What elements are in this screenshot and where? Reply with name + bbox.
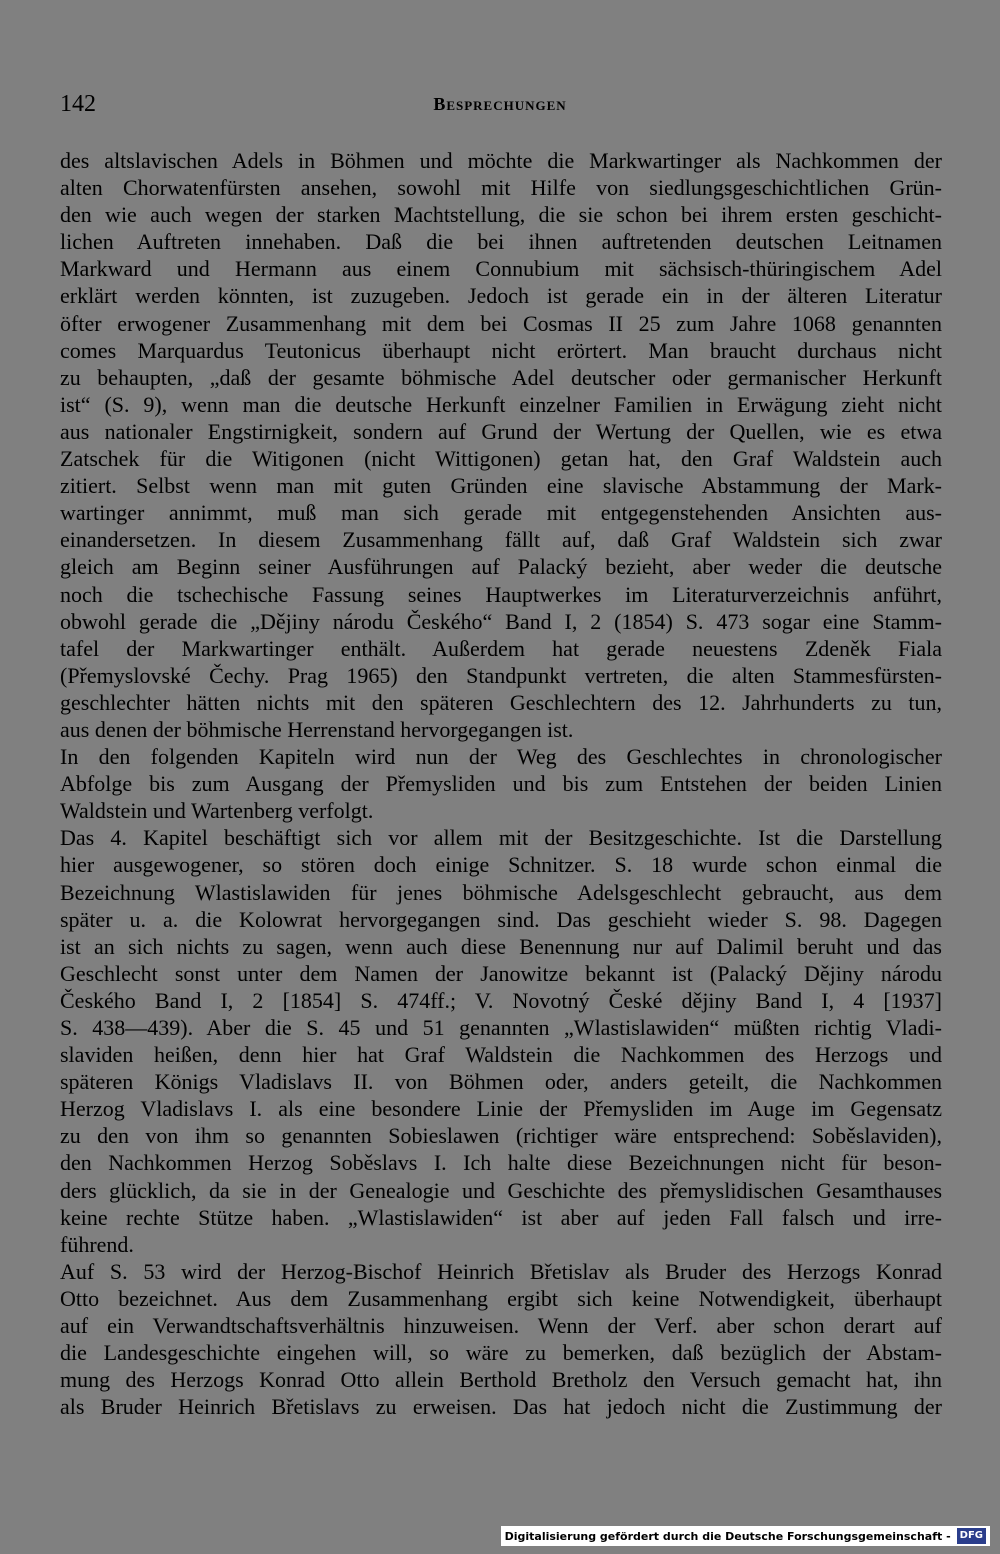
text-line: ist“ (S. 9), wenn man die deutsche Herkunft einzelner Familien in Erwägung zieht nicht bbox=[60, 391, 942, 417]
text-line: noch die tschechische Fassung seines Hauptwerkes im Literaturverzeichnis anführt, bbox=[60, 581, 942, 607]
page-number: 142 bbox=[60, 91, 96, 117]
text-line: slaviden heißen, denn hier hat Graf Waldstein die Nachkommen des Herzogs und bbox=[60, 1042, 942, 1068]
text-line: alten Chorwatenfürsten ansehen, sowohl mit Hilfe von siedlungsgeschichtlichen Grün- bbox=[60, 175, 942, 201]
text-line: obwohl gerade die „Dějiny národu Českého“ Band I, 2 (1854) S. 473 sogar eine Stamm- bbox=[60, 608, 942, 634]
text-line: Abfolge bis zum Ausgang der Přemysliden und bis zum Entstehen der beiden Linien bbox=[60, 771, 942, 797]
text-line: mung des Herzogs Konrad Otto allein Berthold Bretholz den Versuch gemacht hat, ihn bbox=[60, 1367, 942, 1393]
text-line: tafel der Markwartinger enthält. Außerdem hat gerade neuestens Zdeněk Fiala bbox=[60, 635, 942, 661]
text-line: öfter erwogener Zusammenhang mit dem bei Cosmas II 25 zum Jahre 1068 genannten bbox=[60, 310, 942, 336]
text-line: Zatschek für die Witigonen (nicht Wittigonen) getan hat, den Graf Waldstein auch bbox=[60, 446, 942, 472]
text-line: Waldstein und Wartenberg verfolgt. bbox=[60, 798, 374, 824]
digitization-footer bbox=[501, 1526, 990, 1546]
text-line: auf ein Verwandtschaftsverhältnis hinzuweisen. Wenn der Verf. aber schon derart auf bbox=[60, 1313, 942, 1339]
text-line: Bezeichnung Wlastislawiden für jenes böhmische Adelsgeschlecht gebraucht, aus dem bbox=[60, 879, 942, 905]
text-line: des altslavischen Adels in Böhmen und möchte die Markwartinger als Nachkommen der bbox=[60, 148, 942, 173]
text-line: Geschlecht sonst unter dem Namen der Janowitze bekannt ist (Palacký Dějiny národu bbox=[60, 960, 942, 986]
page-header bbox=[60, 86, 940, 122]
text-line: ist an sich nichts zu sagen, wenn auch diese Benennung nur auf Dalimil beruht und das bbox=[60, 933, 942, 959]
text-line: aus denen der böhmische Herrenstand hervorgegangen ist. bbox=[60, 716, 574, 742]
text-line: keine rechte Stütze haben. „Wlastislawiden“ ist aber auf jeden Fall falsch und irre- bbox=[60, 1204, 942, 1230]
text-line: einandersetzen. In diesem Zusammenhang fällt auf, daß Graf Waldstein sich zwar bbox=[60, 527, 942, 553]
text-line: zu behaupten, „daß der gesamte böhmische Adel deutscher oder germanischer Herkunft bbox=[60, 364, 942, 390]
text-line: den wie auch wegen der starken Machtstellung, die sie schon bei ihrem ersten geschicht- bbox=[60, 202, 942, 228]
text-line: später u. a. die Kolowrat hervorgegangen sind. Das geschieht wieder S. 98. Dagegen bbox=[60, 906, 942, 932]
text-line: Das 4. Kapitel beschäftigt sich vor allem mit der Besitzgeschichte. Ist die Darstellung bbox=[60, 825, 942, 851]
text-line: zu den von ihm so genannten Sobieslawen (richtiger wäre entsprechend: Soběslaviden), bbox=[60, 1123, 942, 1149]
text-line: zitiert. Selbst wenn man mit guten Gründen eine slavische Abstammung der Mark- bbox=[60, 473, 942, 499]
dfg-logo: DFG bbox=[957, 1528, 986, 1544]
running-head: Besprechungen bbox=[433, 94, 567, 114]
text-line: Markward und Hermann aus einem Connubium mit sächsisch-thüringischem Adel bbox=[60, 256, 942, 282]
text-line: comes Marquardus Teutonicus überhaupt nicht erörtert. Man braucht durchaus nicht bbox=[60, 337, 942, 363]
text-line: hier ausgewogener, so stören doch einige Schnitzer. S. 18 wurde schon einmal die bbox=[60, 852, 942, 878]
text-line: wartinger annimmt, muß man sich gerade mit entgegenstehenden Ansichten aus- bbox=[60, 500, 942, 526]
text-line: die Landesgeschichte eingehen will, so wäre zu bemerken, daß bezüglich der Abstam- bbox=[60, 1340, 942, 1366]
text-line: erklärt werden könnten, ist zuzugeben. Jedoch ist gerade ein in der älteren Literatur bbox=[60, 283, 942, 309]
text-line: aus nationaler Engstirnigkeit, sondern auf Grund der Wertung der Quellen, wie es etwa bbox=[60, 418, 942, 444]
footer-credit: Digitalisierung gefördert durch die Deutsche Forschungsgemeinschaft - bbox=[504, 1529, 951, 1543]
text-line: den Nachkommen Herzog Soběslavs I. Ich halte diese Bezeichnungen nicht für beson- bbox=[60, 1150, 942, 1176]
body-text bbox=[60, 147, 942, 1420]
text-line: Českého Band I, 2 [1854] S. 474ff.; V. Novotný České dějiny Band I, 4 [1937] bbox=[60, 987, 942, 1013]
text-line: gleich am Beginn seiner Ausführungen auf Palacký bezieht, aber weder die deutsche bbox=[60, 554, 942, 580]
text-line: Auf S. 53 wird der Herzog-Bischof Heinrich Břetislav als Bruder des Herzogs Konrad bbox=[60, 1258, 942, 1284]
text-line: (Přemyslovské Čechy. Prag 1965) den Standpunkt vertreten, die alten Stammesfürsten- bbox=[60, 662, 942, 688]
text-line: In den folgenden Kapiteln wird nun der Weg des Geschlechtes in chronologischer bbox=[60, 744, 942, 770]
text-line: als Bruder Heinrich Břetislavs zu erweisen. Das hat jedoch nicht die Zustimmung der bbox=[60, 1394, 942, 1420]
text-line: S. 438—439). Aber die S. 45 und 51 genannten „Wlastislawiden“ müßten richtig Vladi- bbox=[60, 1015, 942, 1040]
text-line: führend. bbox=[60, 1231, 134, 1257]
text-line: geschlechter hätten nichts mit den späteren Geschlechtern des 12. Jahrhunderts zu tun, bbox=[60, 689, 942, 715]
text-line: Otto bezeichnet. Aus dem Zusammenhang ergibt sich keine Notwendigkeit, überhaupt bbox=[60, 1285, 942, 1311]
text-line: ders glücklich, da sie in der Genealogie und Geschichte des přemyslidischen Gesamthauses bbox=[60, 1177, 942, 1203]
text-line: Herzog Vladislavs I. als eine besondere Linie der Přemysliden im Auge im Gegensatz bbox=[60, 1096, 942, 1122]
text-line: lichen Auftreten innehaben. Daß die bei ihnen auftretenden deutschen Leitnamen bbox=[60, 229, 942, 255]
text-line: späteren Königs Vladislavs II. von Böhmen oder, anders geteilt, die Nachkommen bbox=[60, 1069, 942, 1095]
